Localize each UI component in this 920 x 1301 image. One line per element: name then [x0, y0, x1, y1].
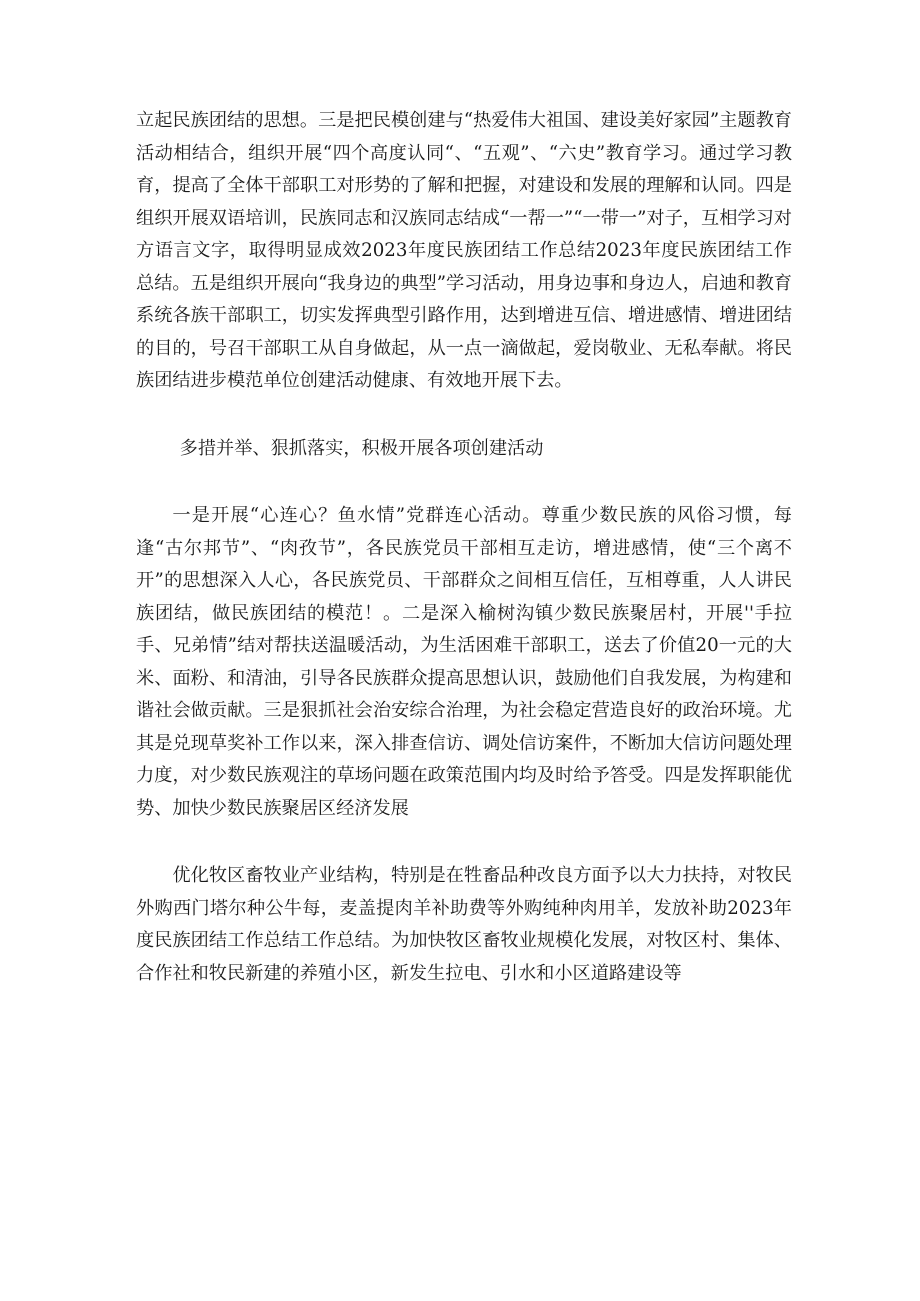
paragraph-animal-husbandry: 优化牧区畜牧业产业结构，特别是在牲畜品种改良方面予以大力扶持，对牧民外购西门塔尔种公牛每，麦盖提肉羊补助费等外购纯种肉用羊，发放补助2023年度民族团结工作总结工作总结。为加快牧区畜牧业规模化发展，对牧区村、集体、合作社和牧民新建的养殖小区，新发生拉电、引水和小区道路建设等: [136, 865, 792, 984]
document-page: [136, 105, 792, 990]
paragraph-continuation: 立起民族团结的思想。三是把民模创建与“热爱伟大祖国、建设美好家园”主题教育活动相结合，组织开展“四个高度认同“、“五观”、“六史”教育学习。通过学习教育，提高了全体干部职工对形势的了解和把握，对建设和发展的理解和认同。四是组织开展双语培训，民族同志和汉族同志结成“一帮一”“一带一”对子，互相学习对方语言文字，取得明显成效2023年度民族团结工作总结2023年度民族团结工作总结。五是组织开展向“我身边的典型”学习活动，用身边事和身边人，启迪和教育系统各族干部职工，切实发挥典型引路作用，达到增进互信、增进感情、增进团结的目的，号召干部职工从自身做起，从一点一滴做起，爱岗敬业、无私奉献。将民族团结进步模范单位创建活动健康、有效地开展下去。: [136, 110, 792, 391]
paragraph-activities: 一是开展“心连心？鱼水情”党群连心活动。尊重少数民族的风俗习惯，每逢“古尔邦节”、“肉孜节”，各民族党员干部相互走访，增进感情，使“三个离不开”的思想深入人心，各民族党员、干部群众之间相互信任，互相尊重，人人讲民族团结，做民族团结的模范！。二是深入榆树沟镇少数民族聚居村，开展''手拉手、兄弟情”结对帮扶送温暖活动，为生活困难干部职工，送去了价值20一元的大米、面粉、和清油，引导各民族群众提高思想认识，鼓励他们自我发展，为构建和谐社会做贡献。三是狠抓社会治安综合治理，为社会稳定营造良好的政治环境。尤其是兑现草奖补工作以来，深入排查信访、调处信访案件，不断加大信访问题处理力度，对少数民族观注的草场问题在政策范围内均及时给予答受。四是发挥职能优势、加快少数民族聚居区经济发展: [136, 505, 792, 819]
section-heading: 多措并举、狠抓落实，积极开展各项创建活动: [179, 437, 544, 459]
